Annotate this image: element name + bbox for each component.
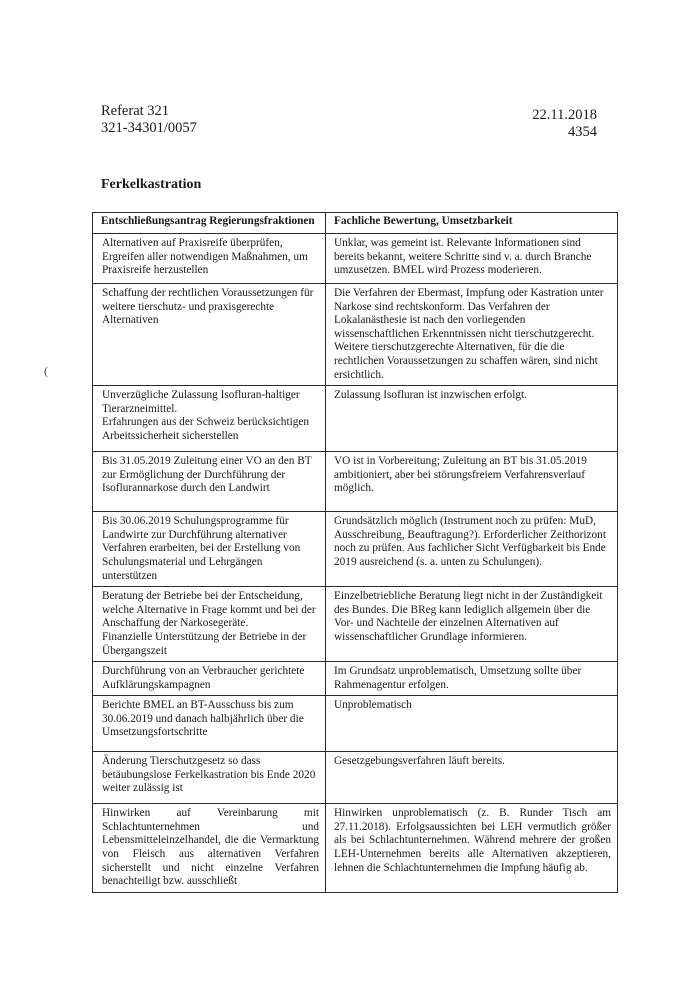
motion-cell: Hinwirken auf Vereinbarung mit Schlachtunternehmen und Lebensmitteleinzelhandel, die die Vermarktung von Fleisch aus alternativen Verfahren sicherstellt und nicht einzelne Verfahren benachteiligt bzw. ausschließt (93, 804, 326, 893)
motion-cell: Schaffung der rechtlichen Voraussetzungen für weitere tierschutz- und praxisgerechte Alternativen (93, 284, 326, 386)
document-title: Ferkelkastration (101, 177, 202, 192)
motion-cell (93, 386, 326, 452)
assessment-cell: VO ist in Vorbereitung; Zuleitung an BT bis 31.05.2019 ambitioniert, aber bei störungsfreiem Verfahrensverlauf möglich. (326, 452, 618, 512)
table-row (93, 804, 618, 893)
table-row (93, 512, 618, 587)
column-header-motion: Entschließungsantrag Regierungsfraktionen (93, 213, 326, 234)
assessment-cell: Zulassung Isofluran ist inzwischen erfolgt. (326, 386, 618, 452)
column-header-assessment: Fachliche Bewertung, Umsetzbarkeit (326, 213, 618, 234)
table-row (93, 386, 618, 452)
table-row (93, 662, 618, 696)
motion-line: Unverzügliche Zulassung Isofluran-haltiger Tierarzneimittel. (102, 389, 300, 415)
assessment-cell: Gesetzgebungsverfahren läuft bereits. (326, 752, 618, 804)
assessment-cell: Die Verfahren der Ebermast, Impfung oder Kastration unter Narkose sind rechtskonform. Das Verfahren der Lokalanästhesie ist nach den vorliegenden wissenschaftlichen Erkenntnissen nicht tierschutzgerecht. Weitere tierschutzgerechte Alternativen, für die die rechtlichen Voraussetzungen zu schaffen wären, sind nicht ersichtlich. (326, 284, 618, 386)
motion-cell: Berichte BMEL an BT-Ausschuss bis zum 30.06.2019 und danach halbjährlich über die Umsetzungsfortschritte (93, 696, 326, 752)
motion-cell: Durchführung von an Verbraucher gerichtete Aufklärungskampagnen (93, 662, 326, 696)
motion-cell: Änderung Tierschutzgesetz so dass betäubungslose Ferkelkastration bis Ende 2020 weiter zulässig ist (93, 752, 326, 804)
table-row (93, 452, 618, 512)
motion-line: Beratung der Betriebe bei der Entscheidung, welche Alternative in Frage kommt und bei der Anschaffung der Narkosegeräte. (102, 590, 316, 630)
assessment-cell: Unklar, was gemeint ist. Relevante Informationen sind bereits bekannt, weitere Schritte sind v. a. durch Branche umzusetzen. BMEL wird Prozess moderieren. (326, 234, 618, 284)
header-right (532, 107, 597, 141)
motion-cell: Bis 31.05.2019 Zuleitung einer VO an den BT zur Ermöglichung der Durchführung der Isoflurannarkose durch den Landwirt (93, 452, 326, 512)
table-row (93, 234, 618, 284)
assessment-cell: Im Grundsatz unproblematisch, Umsetzung sollte über Rahmenagentur erfolgen. (326, 662, 618, 696)
table-header-row (93, 213, 618, 234)
assessment-cell: Unproblematisch (326, 696, 618, 752)
assessment-cell: Grundsätzlich möglich (Instrument noch zu prüfen: MuD, Ausschreibung, Beauftragung?). Erforderlicher Zeithorizont noch zu prüfen. Aus fachlicher Sicht Verfügbarkeit bis Ende 2019 ausreichend (s. a. unten zu Schulungen). (326, 512, 618, 587)
table-row (93, 696, 618, 752)
assessment-cell: Hinwirken unproblematisch (z. B. Runder Tisch am 27.11.2018). Erfolgsaussichten bei LEH vermutlich größer als bei Schlachtunternehmen. Während mehrere der großen LEH-Unternehmen bereits alle Alternativen akzeptieren, lehnen die Schlachtunternehmen die Impfung häufig ab. (326, 804, 618, 893)
motion-cell: Bis 30.06.2019 Schulungsprogramme für Landwirte zur Durchführung alternativer Verfahren erarbeiten, bei der Erstellung von Schulungsmaterial und Lehrgängen unterstützen (93, 512, 326, 587)
department-label: Referat 321 (101, 103, 170, 119)
margin-mark: ( (44, 364, 48, 378)
motion-cell: Alternativen auf Praxisreife überprüfen, Ergreifen aller notwendigen Maßnahmen, um Praxisreife herzustellen (93, 234, 326, 284)
table-row (93, 284, 618, 386)
document-number: 4354 (568, 124, 597, 140)
table-row (93, 752, 618, 804)
assessment-cell: Einzelbetriebliche Beratung liegt nicht in der Zuständigkeit des Bundes. Die BReg kann lediglich allgemein über die Vor- und Nachteile der einzelnen Alternativen auf wissenschaftlicher Grundlage informieren. (326, 587, 618, 662)
header-left (101, 103, 197, 137)
document-date: 22.11.2018 (532, 107, 597, 123)
assessment-table (92, 212, 618, 893)
file-number: 321-34301/0057 (101, 120, 197, 136)
table-row (93, 587, 618, 662)
motion-line: Erfahrungen aus der Schweiz berücksichtigen Arbeitssicherheit sicherstellen (102, 416, 310, 442)
motion-cell (93, 587, 326, 662)
motion-line: Finanzielle Unterstützung der Betriebe in der Übergangszeit (102, 630, 307, 657)
